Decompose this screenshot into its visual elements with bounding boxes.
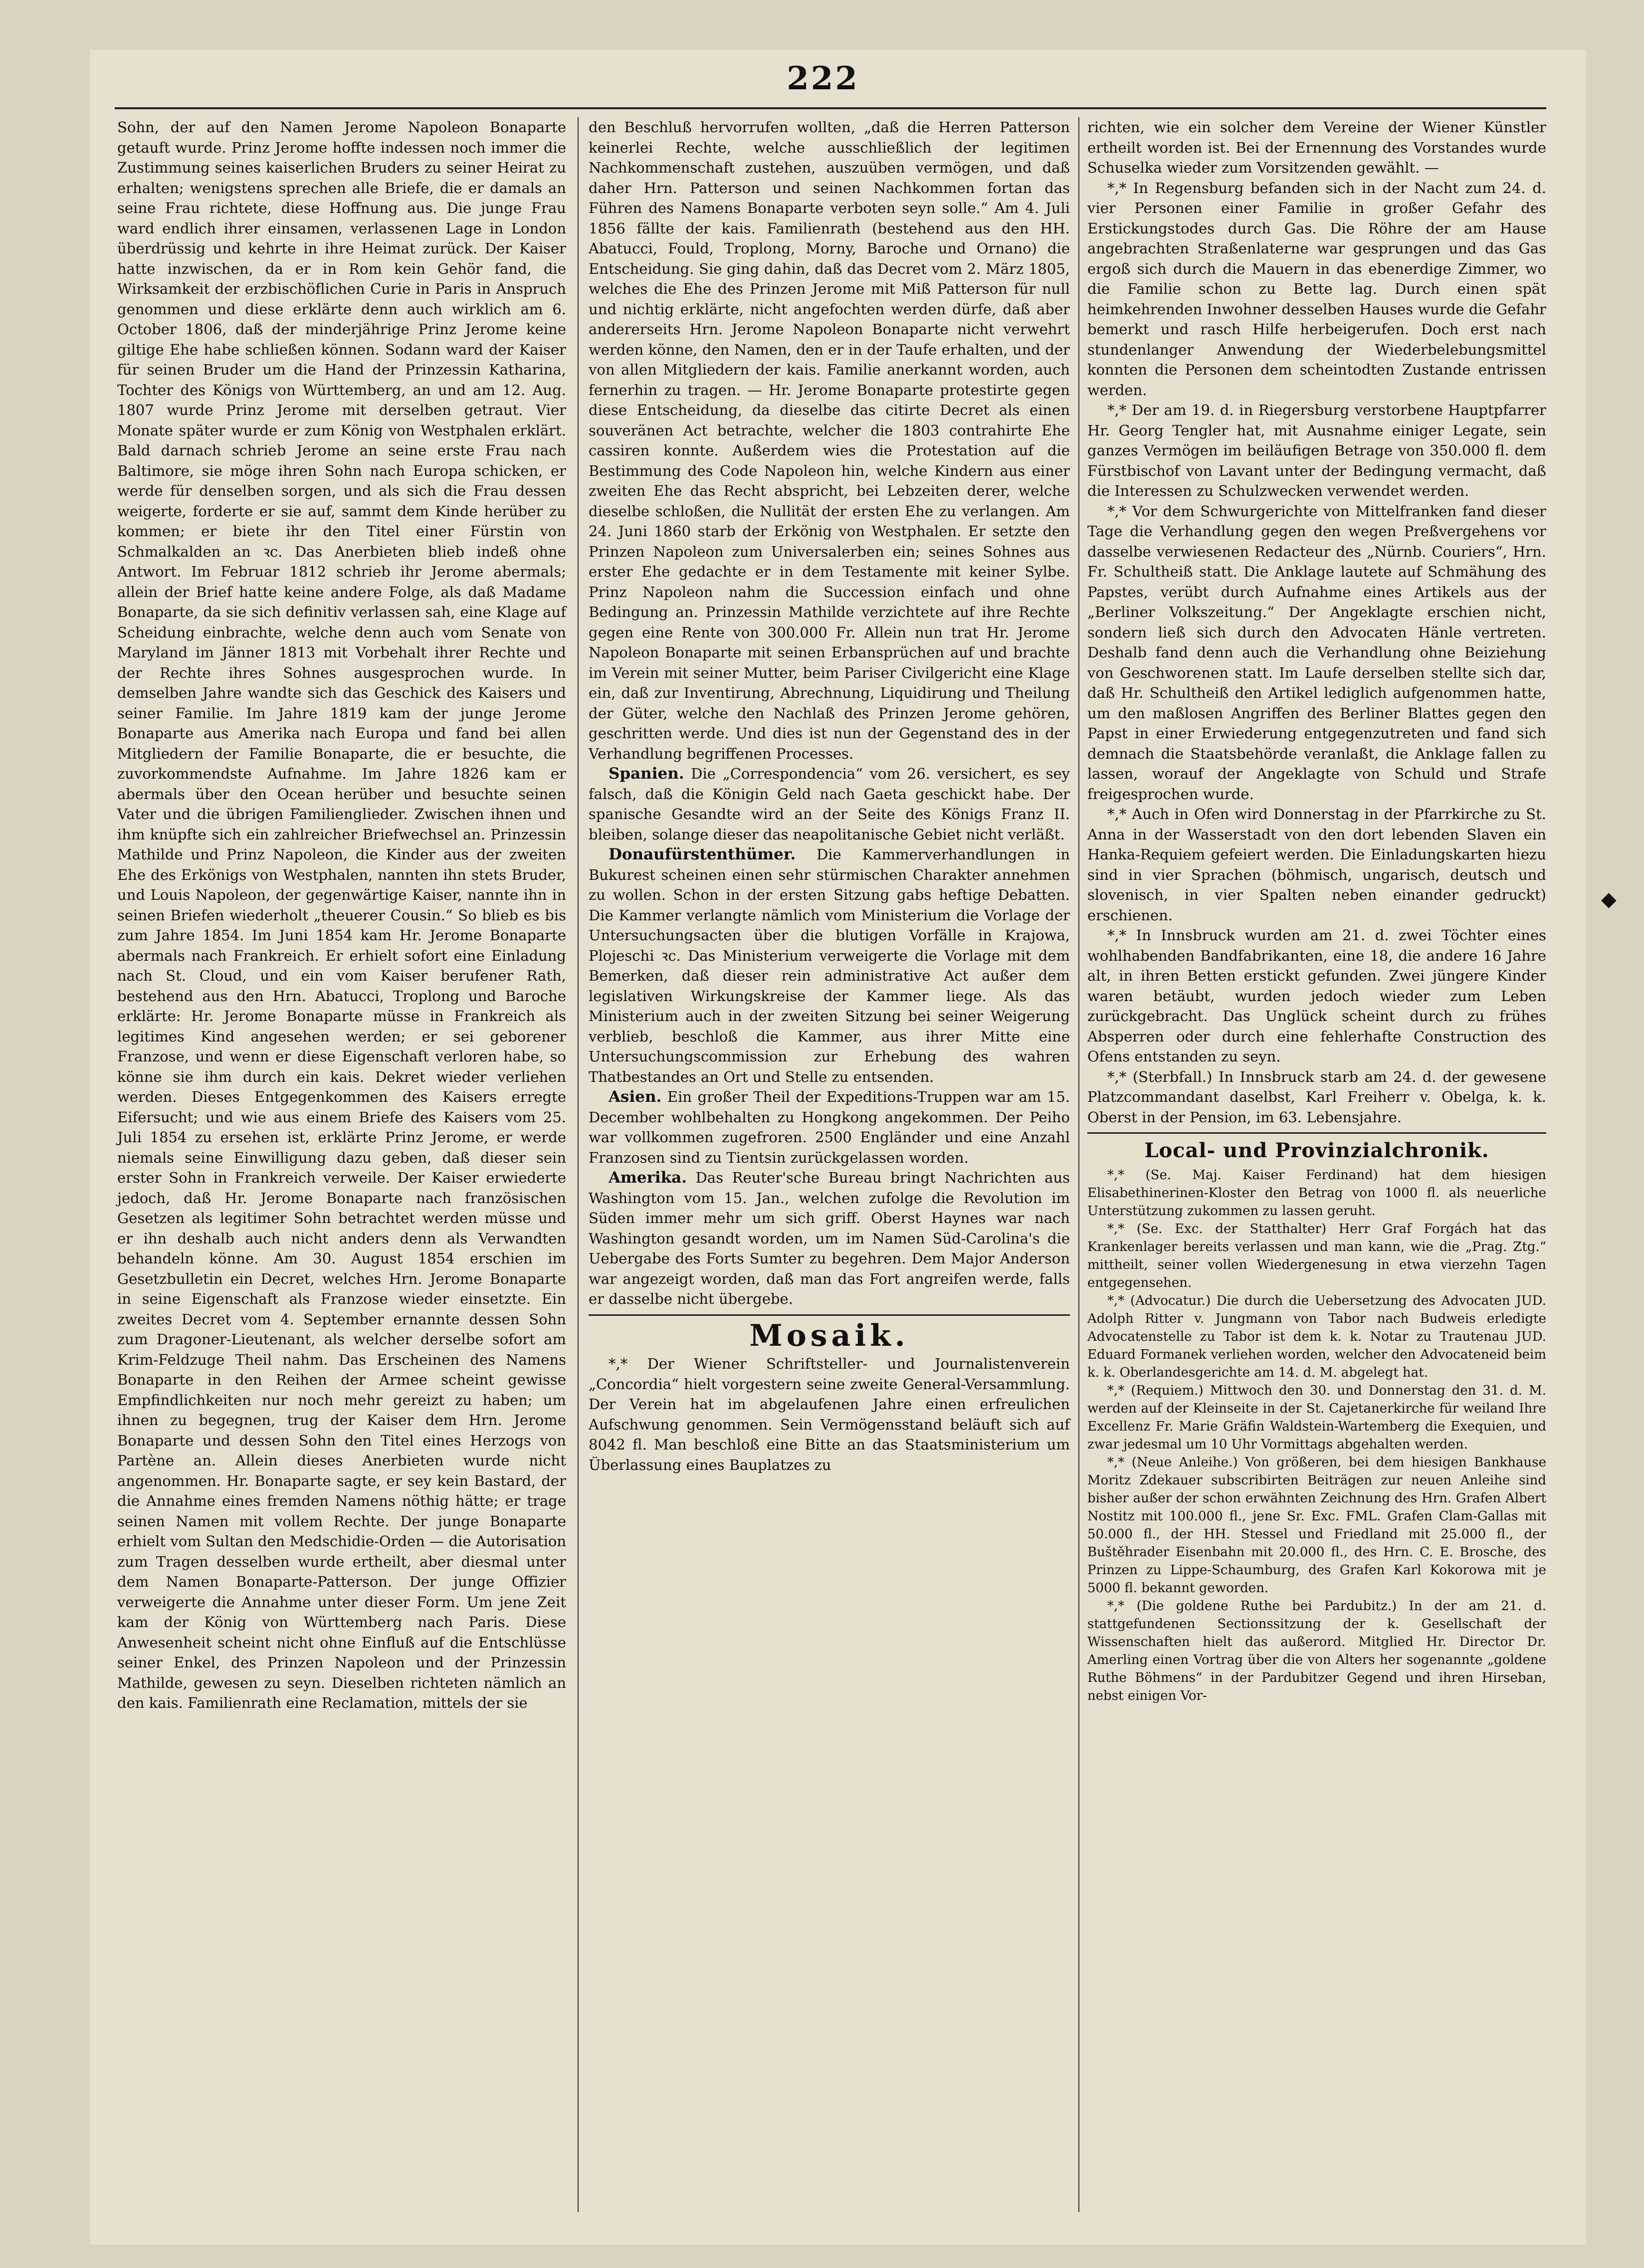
heading-danube: Donaufürstenthümer. [609, 845, 796, 863]
article-bonaparte-part1: Sohn, der auf den Namen Jerome Napoleon Bonaparte getauft wurde. Prinz Jerome hoffte indessen noch immer die Zustimmung seines kaiserlichen Bruders zu seiner Heirat zu erhalten; wenigstens sprechen alle Briefe, die er damals an seine Frau richtete, diese Hoffnung aus. Die junge Frau ward endlich ihrer einsamen, verlassenen Lage in London überdrüssig und kehrte in ihre Heimat zurück. Der Kaiser hatte inzwischen, da er in Rom kein Gehör fand, die Wirksamkeit der erzbischöflichen Curie in Paris in Anspruch genommen und diese erklärte denn auch wirklich am 6. October 1806, daß der minderjährige Prinz Jerome keine giltige Ehe habe schließen können. Sodann ward der Kaiser für seinen Bruder um die Hand der Prinzessin Katharina, Tochter des Königs von Württemberg, an und am 12. Aug. 1807 wurde Prinz Jerome mit derselben getraut. Vier Monate später wurde er zum König von Westphalen erklärt. Bald darnach schrieb Jerome an seine erste Frau nach Baltimore, sie möge ihren Sohn nach Europa schicken, er werde für denselben sorgen, und als sich die Frau dessen weigerte, forderte er sie auf, sammt dem Kinde herüber zu kommen; er biete ihr den Titel einer Fürstin von Schmalkalden an ꝛc. Das Anerbieten blieb indeß ohne Antwort. Im Februar 1812 schrieb ihr Jerome abermals; allein der Brief hatte keine andere Folge, als daß Madame Bonaparte, da sie sich definitiv verlassen sah, eine Klage auf Scheidung einbrachte, welche denn auch vom Senate von Maryland im Jänner 1813 mit Vorbehalt ihrer Rechte und der Rechte ihres Sohnes ausgesprochen wurde. In demselben Jahre wandte sich das Geschick des Kaisers und seiner Familie. Im Jahre 1819 kam der junge Jerome Bonaparte aus Amerika nach Europa und fand bei allen Mitgliedern der Familie Bonaparte, die er besuchte, die zuvorkommendste Aufnahme. Im Jahre 1826 kam er abermals über den Ocean herüber und besuchte seinen Vater und die übrigen Familienglieder. Zwischen ihnen und ihm knüpfte sich ein zahlreicher Briefwechsel an. Prinzessin Mathilde und Prinz Napoleon, die Kinder aus der zweiten Ehe des Erkönigs von Westphalen, nannten ihn stets Bruder, und Louis Napoleon, der gegenwärtige Kaiser, nannte ihn in seinen Briefen wiederholt „theuerer Cousin.“ So blieb es bis zum Jahre 1854. Im Juni 1854 kam Hr. Jerome Bonaparte abermals nach Frankreich. Er erhielt sofort eine Einladung nach St. Cloud, und ein vom Kaiser berufener Rath, bestehend aus den Hrn. Abatucci, Troplong und Baroche erklärte: Hr. Jerome Bonaparte müsse in Frankreich als legitimes Kind angesehen werden; er sei geborener Franzose, und wenn er diese Eigenschaft verloren habe, so könne sie ihm durch ein kais. Dekret wieder verliehen werden. Dieses Entgegenkommen des Kaisers erregte Eifersucht; und wie aus einem Briefe des Kaisers vom 25. Juli 1854 zu ersehen ist, erklärte Prinz Jerome, er werde niemals seine Einwilligung dazu geben, daß dieser sein erster Sohn in Frankreich verweile. Der Kaiser erwiederte jedoch, daß Hr. Jerome Bonaparte nach französischen Gesetzen als legitimer Sohn betrachtet werden müsse und er ihn deshalb auch nicht anders denn als Verwandten behandeln könne. Am 30. August 1854 erschien im Gesetzbulletin ein Decret, welches Hrn. Jerome Bonaparte in seine Eigenschaft als Franzose wieder einsetzte. Ein zweites Decret vom 4. September ernannte dessen Sohn zum Dragoner-Lieutenant, als welcher derselbe sofort am Krim-Feldzuge Theil nahm. Das Erscheinen des Namens Bonaparte in den Reihen der Armee scheint gewisse Empfindlichkeiten nur noch mehr gereizt zu haben; um ihnen zu begegnen, trug der Kaiser dem Hrn. Jerome Bonaparte und dessen Sohn den Titel eines Herzogs von Partène an. Allein dieses Anerbieten wurde nicht angenommen. Hr. Bonaparte sagte, er sey kein Bastard, der die Annahme eines fremden Namens nöthig hätte; er trage seinen Namen mit vollem Rechte. Der junge Bonaparte erhielt vom Sultan den Medschidie-Orden — die Autorisation zum Tragen desselben wurde ertheilt, aber diesmal unter dem Namen Bonaparte-Patterson. Der junge Offizier verweigerte die Annahme unter dieser Form. Um jene Zeit kam der König von Württemberg nach Paris. Diese Anwesenheit scheint nicht ohne Einfluß auf die Entschlüsse seiner Enkel, des Prinzen Napoleon und der Prinzessin Mathilde, gewesen zu seyn. Dieselben richteten nämlich an den kais. Familienrath eine Reclamation, mittels der sie [117, 119, 566, 1711]
heading-america: Amerika. [609, 1169, 687, 1187]
mosaik-innsbruck: *,* In Innsbruck wurden am 21. d. zwei Töchter eines wohlhabenden Bandfabrikanten, eine 18, die andere 16 Jahre alt, in ihren Betten erstickt gefunden. Zwei jüngere Kinder waren betäubt, wurden jedoch wieder zum Leben zurückgebracht. Das Unglück scheint durch zu frühes Absperren oder durch eine fehlerhafte Construction des Ofens entstanden zu seyn. [1087, 927, 1546, 1065]
heading-asia: Asien. [609, 1088, 662, 1106]
mosaik-riegersburg: *,* Der am 19. d. in Riegersburg verstorbene Hauptpfarrer Hr. Georg Tengler hat, mit Ausnahme einiger Legate, sein ganzes Vermögen im beiläufigen Betrage von 350.000 fl. dem Fürstbischof von Lavant unter der Bedingung vermacht, daß die Interessen zu Schulzwecken verwendet werden. [1087, 402, 1546, 499]
text-asia: Ein großer Theil der Expeditions-Truppen war am 15. December wohlbehalten zu Hongkong angekommen. Der Peiho war vollkommen zugefroren. 2500 Engländer und eine Anzahl Franzosen sind zu Tientsin zurückgelassen worden. [589, 1088, 1070, 1166]
news-america [589, 1168, 1070, 1309]
divider [1087, 1132, 1546, 1134]
text-america: Das Reuter'sche Bureau bringt Nachrichten aus Washington vom 15. Jan., welchen zufolge die Revolution im Süden immer mehr um sich griff. Oberst Haynes war nach Washington gesandt worden, um im Namen Süd-Carolina's die Uebergabe des Forts Sumter zu begehren. Dem Major Anderson war angezeigt worden, daß man das Fort angreifen werde, falls er dasselbe nicht übergebe. [589, 1169, 1070, 1307]
local-item: *,* (Requiem.) Mittwoch den 30. und Donnerstag den 31. d. M. werden auf der Kleinseite in der St. Cajetanerkirche für weiland Ihre Excellenz Fr. Marie Gräfin Waldstein-Wartemberg die Exequien, und zwar jedesmal um 10 Uhr Vormittags abgehalten werden. [1087, 1383, 1546, 1452]
column-1 [117, 117, 566, 1713]
column-3 [1087, 117, 1546, 1705]
local-item: *,* (Advocatur.) Die durch die Uebersetzung des Advocaten JUD. Adolph Ritter v. Jungmann von Tabor nach Budweis erledigte Advocatenstelle zu Tabor ist dem k. k. Notar zu Trautenau JUD. Eduard Formanek verliehen worden, welcher den Advocateneid beim k. k. Oberlandesgerichte am 14. d. M. abgelegt hat. [1087, 1293, 1546, 1380]
local-item: *,* (Se. Maj. Kaiser Ferdinand) hat dem hiesigen Elisabethinerinen-Kloster den Betrag von 1000 fl. als neuerliche Unterstützung zukommen zu lassen geruht. [1087, 1167, 1546, 1219]
text-spain: Die „Correspondencia“ vom 26. versichert, es sey falsch, daß die Königin Geld nach Gaeta geschickt habe. Der spanische Gesandte wird an der Seite des Königs Franz II. bleiben, solange dieser das neapolitanische Gebiet nicht verläßt. [589, 765, 1070, 843]
section-mosaik-title: Mosaik. [749, 1318, 909, 1353]
divider [589, 1314, 1070, 1316]
column-rule-2 [1078, 117, 1079, 2212]
article-bonaparte-part2: den Beschluß hervorrufen wollten, „daß die Herren Patterson keinerlei Rechte, welche ausschließlich der legitimen Nachkommenschaft zustehen, auszuüben vermögen, und daß daher Hrn. Patterson und seinen Nachkommen fortan das Führen des Namens Bonaparte verboten seyn solle.“ Am 4. Juli 1856 fällte der kais. Familienrath (bestehend aus den HH. Abatucci, Fould, Troplong, Morny, Baroche und Ornano) die Entscheidung. Sie ging dahin, daß das Decret vom 2. März 1805, welches die Ehe des Prinzen Jerome mit Miß Patterson für null und nichtig erklärte, nicht angefochten werden dürfe, daß aber andererseits Hrn. Jerome Napoleon Bonaparte nicht verwehrt werden könne, den Namen, den er in der Taufe erhalten, und der von allen Mitgliedern der kais. Familie anerkannt worden, auch fernerhin zu tragen. — Hr. Jerome Bonaparte protestirte gegen diese Entscheidung, da dieselbe das citirte Decret als einen souveränen Act betrachte, welcher die 1803 contrahirte Ehe cassiren konnte. Außerdem wies die Protestation auf die Bestimmung des Code Napoleon hin, welche Kindern aus einer zweiten Ehe das Recht abspricht, bei Lebzeiten derer, welche dieselbe schloßen, die Nullität der ersten Ehe zu verlangen. Am 24. Juni 1860 starb der Erkönig von Westphalen. Er setzte den Prinzen Napoleon zum Universalerben ein; seines Sohnes aus erster Ehe gedachte er in dem Testamente mit keiner Sylbe. Prinz Napoleon nahm die Succession einfach und ohne Bedingung an. Prinzessin Mathilde verzichtete auf ihre Rechte gegen eine Rente von 300.000 Fr. Allein nun trat Hr. Jerome Napoleon Bonaparte mit seinen Erbansprüchen auf und brachte im Verein mit seiner Mutter, beim Pariser Civilgericht eine Klage ein, daß zur Inventirung, Abrechnung, Liquidirung und Theilung der Güter, welche den Nachlaß des Prinzen Jerome gehören, geschritten werde. Und dies ist nun der Gegenstand des in der Verhandlung begriffenen Processes. [589, 119, 1070, 762]
local-item: *,* (Neue Anleihe.) Von größeren, bei dem hiesigen Bankhause Moritz Zdekauer subscribirten Beiträgen zur neuen Anleihe sind bisher außer der schon erwähnten Zeichnung des Hrn. Grafen Albert Nostitz mit 100.000 fl., jene Sr. Exc. FML. Grafen Clam-Gallas mit 50.000 fl., der HH. Stessel und Friedland mit 25.000 fl., der Buštěhrader Eisenbahn mit 20.000 fl., des Hrn. C. E. Brosche, des Prinzen zu Lippe-Schaumburg, des Grafen Karl Kokorowa mit je 5000 fl. bekannt geworden. [1087, 1454, 1546, 1596]
text-danube: Die Kammerverhandlungen in Bukurest scheinen einen sehr stürmischen Charakter annehmen zu wollen. Schon in der ersten Sitzung gabs heftige Debatten. Die Kammer verlangte nämlich vom Ministerium die Vorlage der Untersuchungsacten über die blutigen Vorfälle in Krajowa, Plojeschi ꝛc. Das Ministerium verweigerte die Vorlage mit dem Bemerken, daß dieser rein administrative Act außer dem legislativen Wirkungskreise der Kammer liege. Als das Ministerium auch in der zweiten Sitzung bei seiner Weigerung verblieb, beschloß die Kammer, aus ihrer Mitte eine Untersuchungscommission zur Erhebung des wahren Thatbestandes an Ort und Stelle zu entsenden. [589, 846, 1070, 1085]
column-rule-1 [578, 117, 579, 2212]
mosaik-concordia: *,* Der Wiener Schriftsteller- und Journalistenverein „Concordia“ hielt vorgestern seine zweite General-Versammlung. Der Verein hat im abgelaufenen Jahre einen erfreulichen Aufschwung genommen. Sein Vermögensstand beläuft sich auf 8042 fl. Man beschloß eine Bitte an das Staatsministerium um Überlassung eines Bauplatzes zu [589, 1355, 1070, 1473]
mosaik-ofen: *,* Auch in Ofen wird Donnerstag in der Pfarrkirche zu St. Anna in der Wasserstadt von den dort lebenden Slaven ein Hanka-Requiem gefeiert werden. Die Einladungskarten hiezu sind in vier Sprachen (böhmisch, ungarisch, deutsch und slovenisch, in vier Spalten neben einander gedruckt) erschienen. [1087, 806, 1546, 924]
section-local-title: Local- und Provinzialchronik. [1144, 1139, 1489, 1162]
mosaik-regensburg: *,* In Regensburg befanden sich in der Nacht zum 24. d. vier Personen einer Familie in großer Gefahr des Erstickungstodes durch Gas. Die Röhre der am Hause angebrachten Straßenlaterne war gesprungen und das Gas ergoß sich durch die Mauern in das ebenerdige Zimmer, wo die Familie schon zu Bette lag. Durch einen spät heimkehrenden Inwohner desselben Hauses wurde die Gefahr bemerkt und rasch Hilfe herbeigerufen. Doch erst nach stundenlanger Anwendung der Wiederbelebungsmittel konnten die Personen dem scheintodten Zustande entrissen werden. [1087, 179, 1546, 399]
column-2 [589, 117, 1070, 1475]
local-item: *,* (Die goldene Ruthe bei Pardubitz.) In der am 21. d. stattgefundenen Sectionssitzung der k. Gesellschaft der Wissenschaften hielt das außerord. Mitglied Hr. Director Dr. Amerling einen Vortrag über die von Alters her sogenannte „goldene Ruthe Böhmens“ in der Pardubitzer Gegend und ihren Hirseban, nebst einigen Vor- [1087, 1598, 1546, 1703]
local-chronicle [1087, 1166, 1546, 1705]
news-spain [589, 764, 1070, 844]
local-item: *,* (Se. Exc. der Statthalter) Herr Graf Forgách hat das Krankenlager bereits verlassen und man kann, wie die „Prag. Ztg.“ mittheilt, seiner vollen Wiedergenesung in etwa vierzehn Tagen entgegensehen. [1087, 1221, 1546, 1290]
mosaik-mittelfranken: *,* Vor dem Schwurgerichte von Mittelfranken fand dieser Tage die Verhandlung gegen den wegen Preßvergehens vor dasselbe verwiesenen Redacteur des „Nürnb. Couriers“, Hrn. Fr. Schultheiß statt. Die Anklage lautete auf Schmähung des Papstes, verübt durch Aufnahme eines Artikels aus der „Berliner Volkszeitung.“ Der Angeklagte erschien nicht, sondern ließ sich durch den Advocaten Hänle vertreten. Deshalb fand denn auch die Verhandlung ohne Beiziehung von Geschworenen statt. Im Laufe derselben stellte sich dar, daß Hr. Schultheiß den Artikel lediglich aufgenommen hatte, um den maßlosen Angriffen des Berliner Blattes gegen den Papst in einer Erwiederung entgegenzutreten und fand sich demnach die Staatsbehörde veranlaßt, die Anklage fallen zu lassen, worauf der Angeklagte von Schuld und Strafe freigesprochen wurde. [1087, 502, 1546, 803]
mosaik-continued: richten, wie ein solcher dem Vereine der Wiener Künstler ertheilt worden ist. Bei der Ernennung des Vorstandes wurde Schuselka wieder zum Vorsitzenden gewählt. — [1087, 119, 1546, 176]
news-asia [589, 1087, 1070, 1168]
header-rule [115, 107, 1546, 109]
heading-spain: Spanien. [609, 765, 684, 783]
news-danube [589, 844, 1070, 1087]
margin-mark-icon: ◆ [1601, 888, 1617, 911]
mosaik-sterbfall: *,* (Sterbfall.) In Innsbruck starb am 24. d. der gewesene Platzcommandant daselbst, Karl Freiherr v. Obelga, k. k. Oberst in der Pension, im 63. Lebensjahre. [1087, 1068, 1546, 1126]
page-number: 222 [787, 60, 859, 97]
